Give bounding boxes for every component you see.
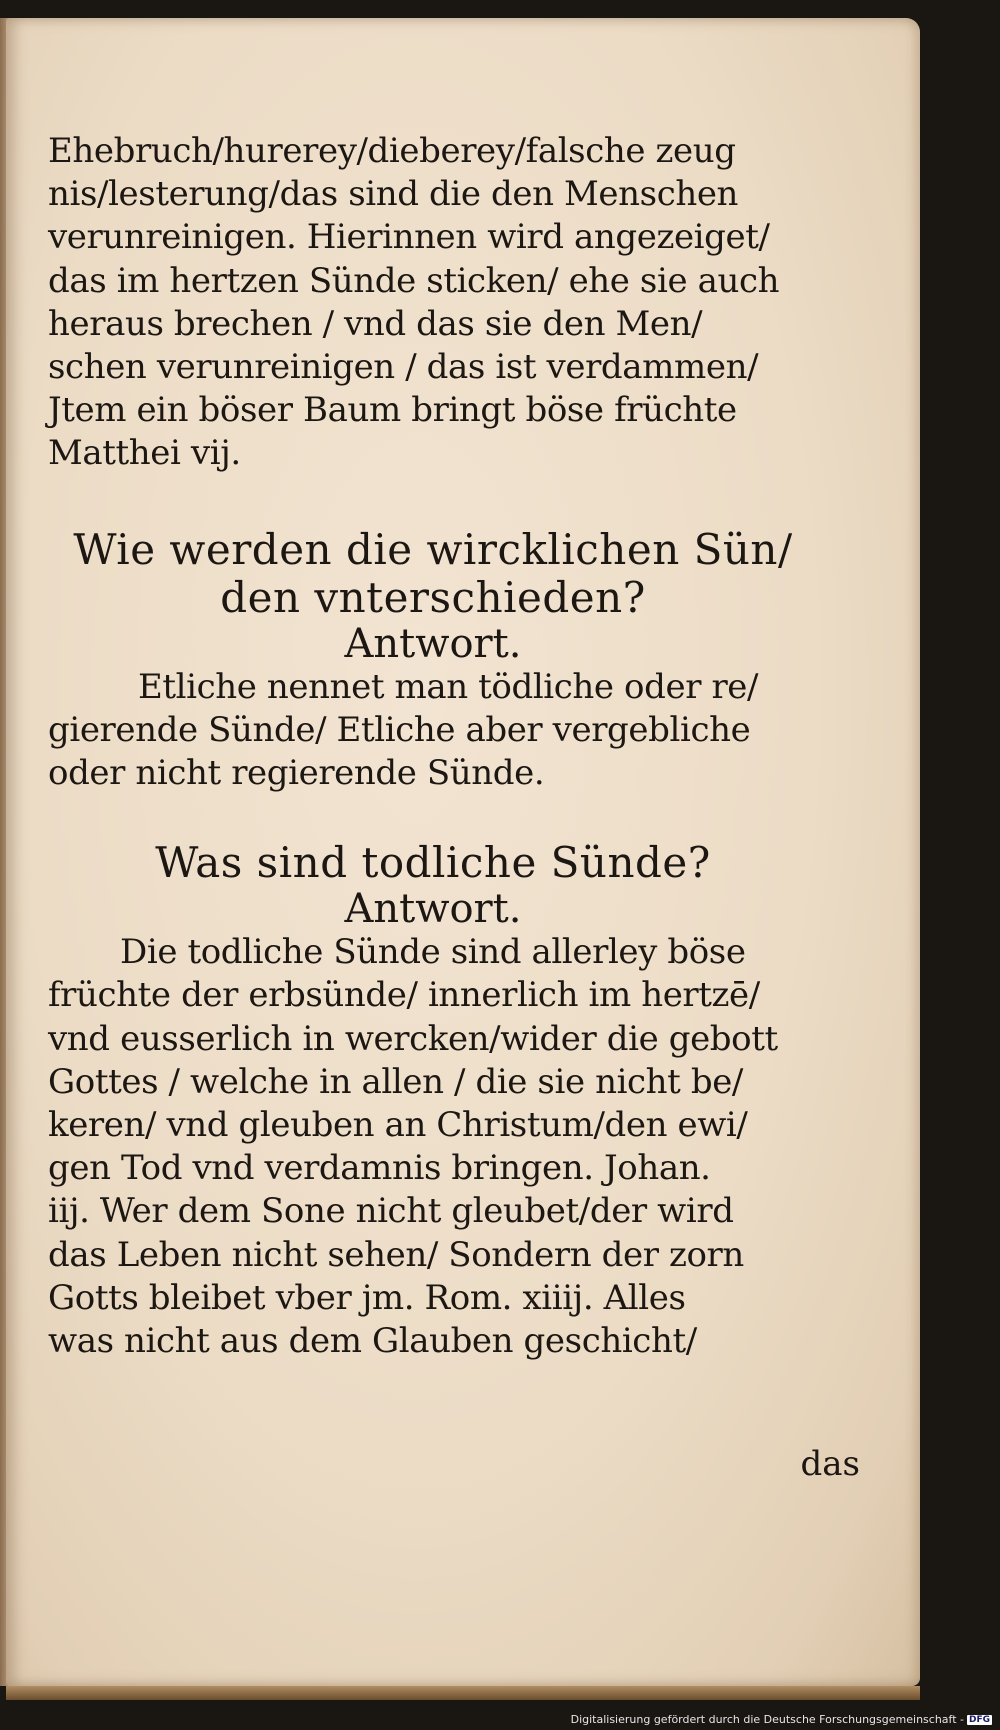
page-text xyxy=(48,130,818,1363)
paragraph-1 xyxy=(48,130,818,476)
answer-label-2: Antwort. xyxy=(344,886,522,933)
text-line: Gottes / welche in allen / die sie nicht be/ xyxy=(48,1061,743,1102)
answer-label: Antwort. xyxy=(344,620,522,667)
text-line: Die todliche Sünde sind allerley böse xyxy=(120,932,746,973)
section-heading-2: Was sind todliche Sünde? xyxy=(155,838,711,888)
text-line: Ehebruch/hurerey/dieberey/falsche zeug xyxy=(48,131,736,171)
text-line: Matthei vij. xyxy=(48,433,241,474)
text-line: vnd eusserlich in wercken/wider die gebott xyxy=(48,1018,778,1059)
digitization-footer xyxy=(571,1713,992,1726)
text-line: was nicht aus dem Glauben geschicht/ xyxy=(48,1321,697,1362)
text-line: iij. Wer dem Sone nicht gleubet/der wird xyxy=(48,1191,734,1232)
page-bottom-edge xyxy=(6,1686,920,1700)
section-heading-1 xyxy=(48,526,818,622)
footer-credit: Digitalisierung gefördert durch die Deutsche Forschungsgemeinschaft - xyxy=(570,1713,964,1726)
text-line: schen verunreinigen / das ist verdammen/ xyxy=(48,347,759,388)
paragraph-2 xyxy=(48,666,818,796)
text-line: gierende Sünde/ Etliche aber vergebliche xyxy=(48,709,751,750)
text-line: keren/ vnd gleuben an Christum/den ewi/ xyxy=(48,1105,748,1146)
text-line: verunreinigen. Hierinnen wird angezeiget/ xyxy=(48,217,770,258)
paragraph-3 xyxy=(48,931,818,1363)
text-line: das im hertzen Sünde sticken/ ehe sie auch xyxy=(48,260,780,301)
catchword: das xyxy=(800,1444,860,1484)
text-line: früchte der erbsünde/ innerlich im hertzē/ xyxy=(48,975,760,1016)
text-line: nis/lesterung/das sind die den Menschen xyxy=(48,174,739,215)
dfg-logo-icon: DFG xyxy=(968,1714,990,1725)
text-line: Etliche nennet man tödliche oder re/ xyxy=(138,666,759,707)
heading-line: den vnterschieden? xyxy=(220,572,646,622)
text-line: das Leben nicht sehen/ Sondern der zorn xyxy=(48,1234,744,1275)
text-line: gen Tod vnd verdamnis bringen. Johan. xyxy=(48,1148,711,1189)
heading-line: Wie werden die wircklichen Sün/ xyxy=(73,524,793,574)
text-line: oder nicht regierende Sünde. xyxy=(48,753,545,794)
text-line: Jtem ein böser Baum bringt böse früchte xyxy=(48,390,737,431)
text-line: Gotts bleibet vber jm. Rom. xiiij. Alles xyxy=(48,1277,686,1318)
text-line: heraus brechen / vnd das sie den Men/ xyxy=(48,303,703,344)
